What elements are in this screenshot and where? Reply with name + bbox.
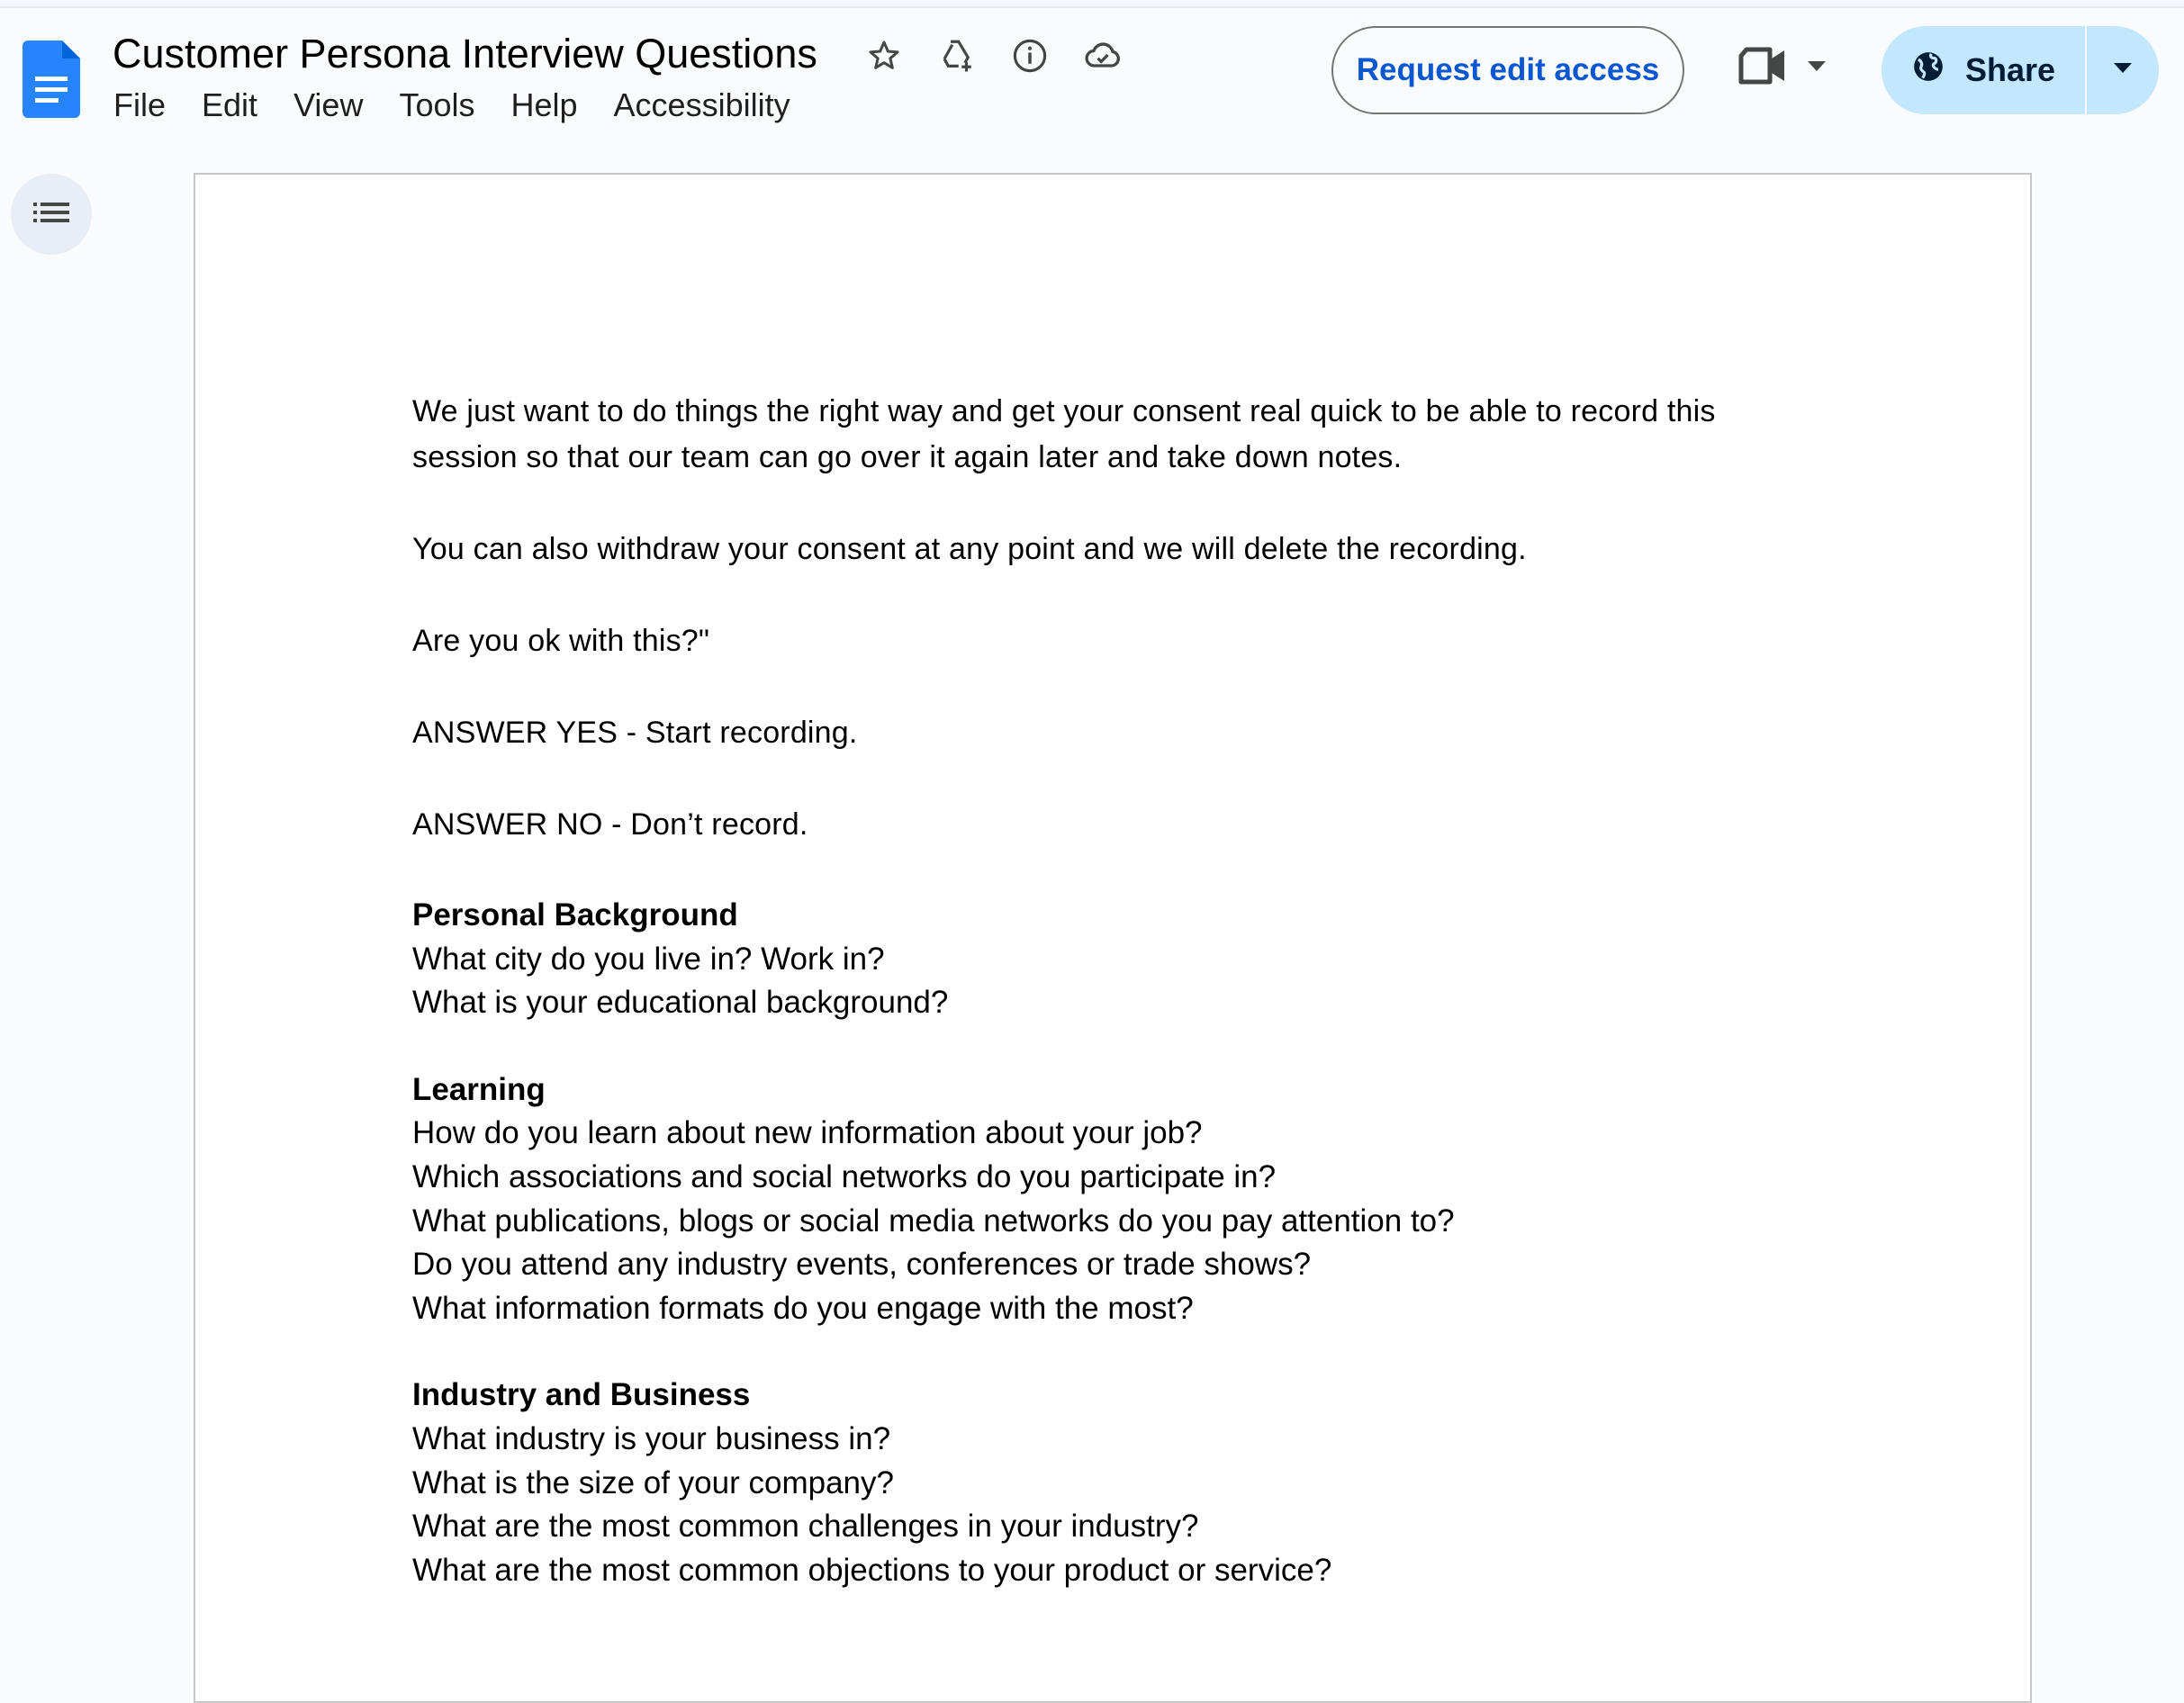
docs-logo-icon[interactable] bbox=[23, 41, 80, 118]
move-to-drive-icon[interactable] bbox=[935, 34, 979, 77]
share-button[interactable] bbox=[1882, 26, 2085, 114]
list-icon bbox=[33, 199, 69, 230]
request-edit-access-button[interactable]: Request edit access bbox=[1331, 26, 1684, 114]
question: What are the most common challenges in your industry? bbox=[412, 1509, 1199, 1545]
question: Do you attend any industry events, conferences or trade shows? bbox=[412, 1247, 1312, 1283]
question: What publications, blogs or social media networks do you pay attention to? bbox=[412, 1203, 1455, 1239]
menu-file[interactable]: File bbox=[113, 86, 167, 123]
question: What information formats do you engage with the most? bbox=[412, 1290, 1194, 1326]
cloud-saved-icon[interactable] bbox=[1081, 34, 1124, 77]
question: What is the size of your company? bbox=[412, 1464, 894, 1500]
question: How do you learn about new information about your job? bbox=[412, 1115, 1203, 1151]
chevron-down-icon bbox=[1808, 60, 1826, 77]
section-heading: Industry and Business bbox=[412, 1377, 751, 1413]
chevron-down-icon bbox=[2114, 62, 2132, 78]
question: What industry is your business in? bbox=[412, 1420, 891, 1456]
document-title[interactable]: Customer Persona Interview Questions bbox=[113, 31, 817, 77]
document-page[interactable] bbox=[194, 173, 2032, 1703]
section-personal-background bbox=[412, 894, 1817, 1025]
menu-edit[interactable]: Edit bbox=[202, 86, 258, 123]
menu-bar bbox=[113, 86, 790, 124]
document-outline-button[interactable] bbox=[11, 174, 92, 255]
consent-paragraph: You can also withdraw your consent at any point and we will delete the recording. bbox=[412, 532, 1527, 566]
section-heading: Learning bbox=[412, 1071, 546, 1107]
consent-script bbox=[412, 389, 1817, 848]
share-dropdown-button[interactable] bbox=[2087, 26, 2159, 114]
menu-view[interactable]: View bbox=[293, 86, 364, 123]
info-icon[interactable] bbox=[1008, 34, 1051, 77]
section-industry-and-business bbox=[412, 1374, 1817, 1592]
question: What is your educational background? bbox=[412, 985, 949, 1021]
star-icon[interactable] bbox=[862, 34, 906, 77]
question: Which associations and social networks do you participate in? bbox=[412, 1158, 1277, 1194]
document-body bbox=[412, 389, 1817, 1635]
consent-paragraph: Are you ok with this?" bbox=[412, 624, 710, 658]
consent-paragraph: ANSWER NO - Don’t record. bbox=[412, 807, 808, 842]
question: What are the most common objections to your product or service? bbox=[412, 1552, 1332, 1588]
share-button-group bbox=[1882, 26, 2159, 114]
menu-help[interactable]: Help bbox=[510, 86, 578, 123]
browser-top-edge bbox=[0, 0, 2184, 8]
consent-paragraph: ANSWER YES - Start recording. bbox=[412, 716, 858, 750]
question: What city do you live in? Work in? bbox=[412, 941, 885, 977]
section-learning bbox=[412, 1068, 1817, 1331]
meet-button[interactable] bbox=[1737, 47, 1826, 89]
video-camera-icon bbox=[1737, 47, 1788, 89]
menu-accessibility[interactable]: Accessibility bbox=[613, 86, 790, 123]
section-heading: Personal Background bbox=[412, 897, 738, 933]
globe-icon bbox=[1911, 50, 1945, 92]
menu-tools[interactable]: Tools bbox=[399, 86, 475, 123]
share-label: Share bbox=[1964, 51, 2056, 88]
consent-paragraph: We just want to do things the right way and get your consent real quick to be able to record this session so that our team can go over it again later and take down notes. bbox=[412, 394, 1716, 474]
